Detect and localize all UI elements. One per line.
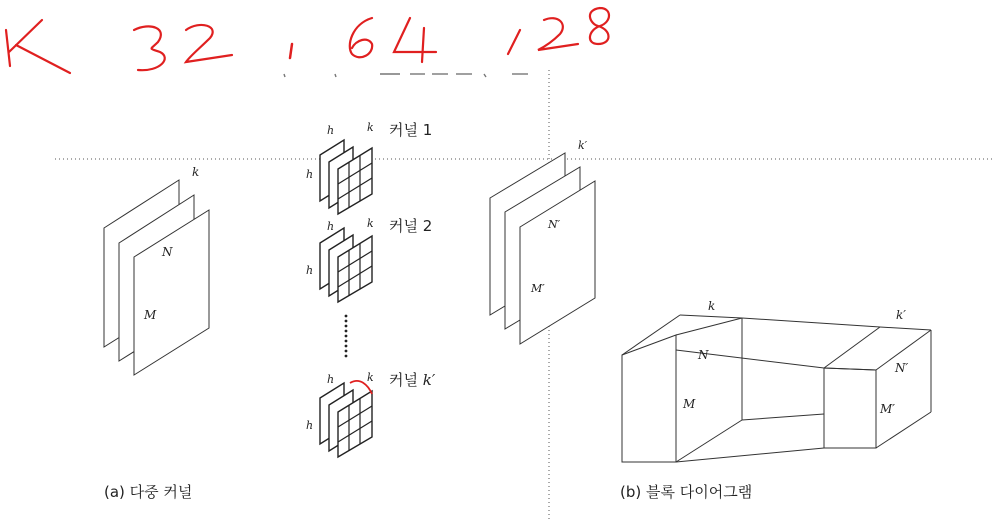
kernel-1-k: k xyxy=(367,121,374,134)
block-m-in: M xyxy=(683,397,696,411)
output-k-label: k′ xyxy=(578,139,588,152)
kernel-2 xyxy=(306,217,432,302)
block-n-out: N′ xyxy=(895,361,909,375)
input-feature-stack xyxy=(104,165,209,375)
block-diagram xyxy=(622,299,931,462)
input-block-front xyxy=(622,335,676,462)
kernel-k-prime-label-var: k′ xyxy=(422,371,436,389)
caption-a: (a) 다중 커널 xyxy=(104,483,193,501)
handwriting-stroke xyxy=(6,20,70,73)
kernel-2-k: k xyxy=(367,217,374,230)
kernel-ellipsis xyxy=(345,315,348,358)
block-k-in: k xyxy=(708,299,716,313)
kernel-1-h-side: h xyxy=(306,168,314,181)
handwriting-stroke-32 xyxy=(134,25,232,70)
kernel-2-h-side: h xyxy=(306,264,314,277)
output-feature-stack xyxy=(490,139,595,344)
block-n-in: N xyxy=(698,348,709,362)
faded-text-fragments xyxy=(284,74,528,77)
kernel-1 xyxy=(306,121,432,214)
handwriting-stroke-128 xyxy=(508,8,609,54)
kernel-2-h-top: h xyxy=(327,220,335,233)
handwriting-stroke-comma xyxy=(290,44,292,58)
kernel-1-h-top: h xyxy=(327,124,335,137)
output-m-label: M′ xyxy=(531,282,545,295)
kernel-k-prime-h-top: h xyxy=(327,373,335,386)
kernel-k-prime xyxy=(306,371,436,457)
kernel-k-prime-h-side: h xyxy=(306,419,314,432)
caption-b: (b) 블록 다이어그램 xyxy=(620,483,753,501)
kernel-k-prime-label-text: 커널 xyxy=(389,371,423,389)
output-n-label: N′ xyxy=(548,218,561,231)
block-m-out: M′ xyxy=(880,402,896,416)
input-n-label: N xyxy=(162,245,173,259)
input-m-label: M xyxy=(144,308,157,322)
kernel-k-prime-k: k xyxy=(367,371,374,384)
kernel-2-label: 커널 2 xyxy=(389,217,433,235)
output-block-front xyxy=(824,368,876,448)
kernel-k-prime-label xyxy=(389,371,436,389)
handwriting-stroke-64 xyxy=(350,18,436,62)
input-k-label: k xyxy=(192,165,200,179)
handwritten-annotation xyxy=(6,8,609,73)
kernel-1-label: 커널 1 xyxy=(389,121,433,139)
block-k-out: k′ xyxy=(896,308,906,322)
